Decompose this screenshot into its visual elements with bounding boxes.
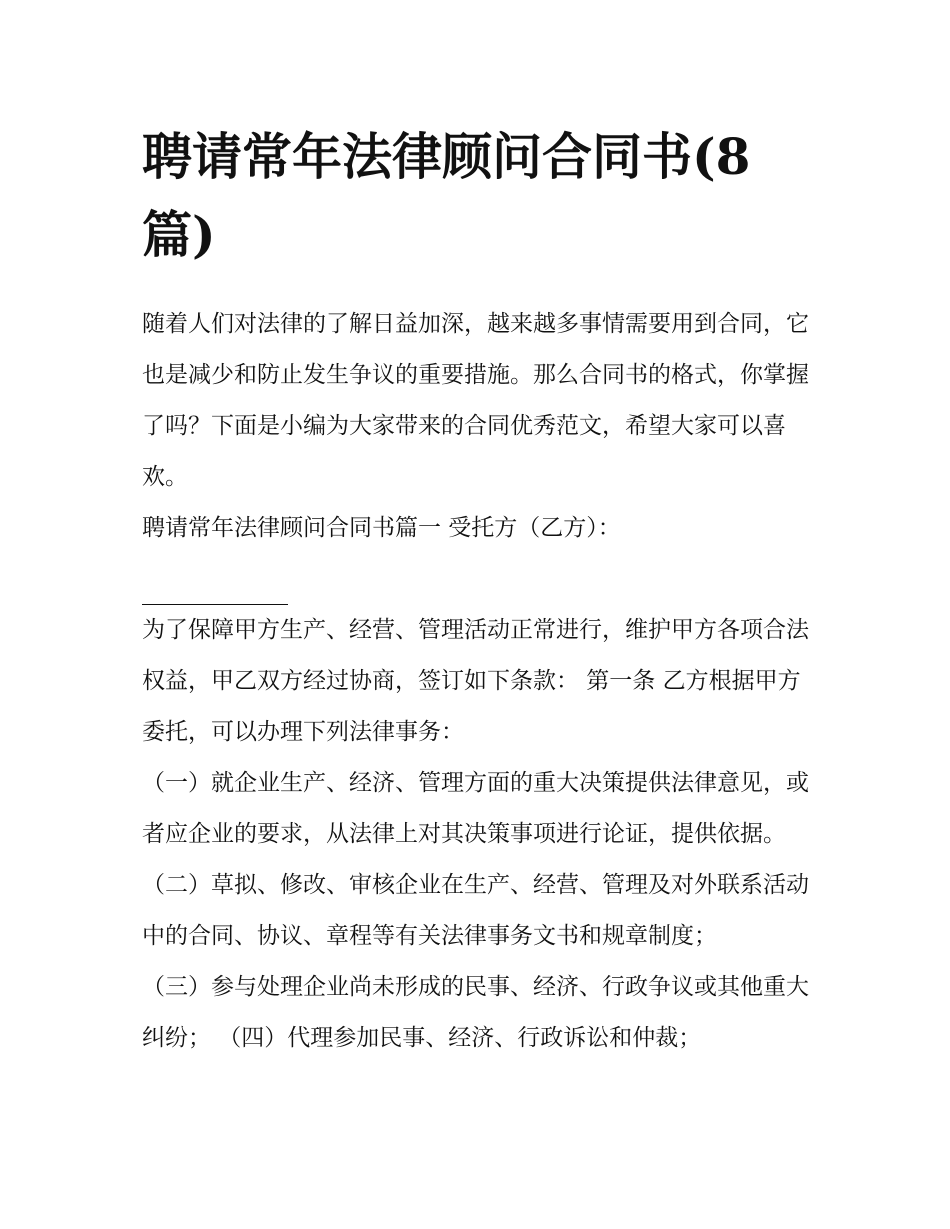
document-page <box>142 118 814 1064</box>
clause-item-3-4: （三）参与处理企业尚未形成的民事、经济、行政争议或其他重大纠纷； （四）代理参加民事、经济、行政诉讼和仲裁； <box>142 974 809 1051</box>
section-heading-paragraph: 聘请常年法律顾问合同书篇一 受托方（乙方）： <box>142 515 621 541</box>
fill-in-blank-line <box>142 554 814 605</box>
fill-in-blank <box>142 574 288 605</box>
preamble-paragraph: 为了保障甲方生产、经营、管理活动正常进行，维护甲方各项合法权益，甲乙双方经过协商，签订如下条款： 第一条 乙方根据甲方委托，可以办理下列法律事务： <box>142 617 809 745</box>
clause-item-2: （二）草拟、修改、审核企业在生产、经营、管理及对外联系活动中的合同、协议、章程等有关法律事务文书和规章制度； <box>142 872 809 949</box>
clause-item-1: （一）就企业生产、经济、管理方面的重大决策提供法律意见，或者应企业的要求，从法律上对其决策事项进行论证，提供依据。 <box>142 770 809 847</box>
document-body <box>142 299 814 1064</box>
document-title: 聘请常年法律顾问合同书(8篇) <box>142 127 751 264</box>
intro-paragraph: 随着人们对法律的了解日益加深，越来越多事情需要用到合同，它也是减少和防止发生争议的重要措施。那么合同书的格式，你掌握了吗？下面是小编为大家带来的合同优秀范文，希望大家可以喜欢。 <box>142 311 809 490</box>
